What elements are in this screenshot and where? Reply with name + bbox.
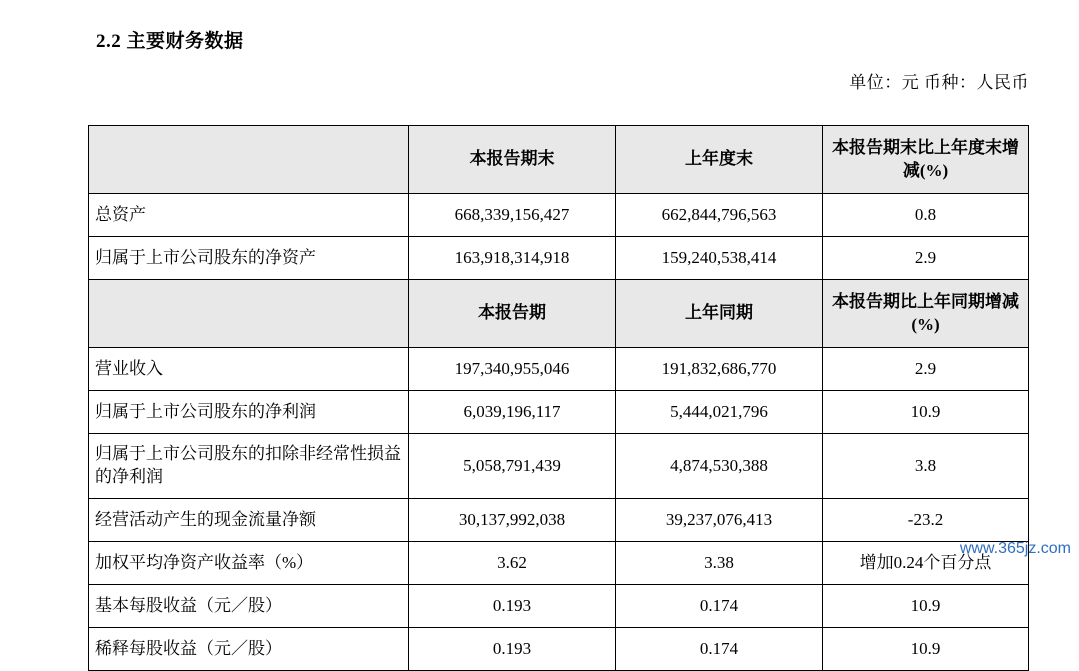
cell-value: 5,444,021,796	[616, 391, 823, 434]
row-label-basic-eps: 基本每股收益（元／股）	[89, 585, 409, 628]
row-label-net-profit: 归属于上市公司股东的净利润	[89, 391, 409, 434]
table-header-row-period-end	[89, 126, 1029, 194]
cell-value: 0.193	[409, 628, 616, 671]
row-label-operating-cash-flow: 经营活动产生的现金流量净额	[89, 499, 409, 542]
table-row	[89, 499, 1029, 542]
header-period-end-change: 本报告期末比上年度末增减(%)	[823, 126, 1029, 194]
cell-value: 0.174	[616, 585, 823, 628]
cell-value: 10.9	[823, 585, 1029, 628]
table-row	[89, 434, 1029, 499]
financial-data-table	[88, 125, 1029, 671]
cell-value: 0.8	[823, 194, 1029, 237]
row-label-revenue: 营业收入	[89, 348, 409, 391]
cell-value: 0.174	[616, 628, 823, 671]
table-row	[89, 391, 1029, 434]
cell-value: 662,844,796,563	[616, 194, 823, 237]
table-row	[89, 194, 1029, 237]
header-current-period: 本报告期	[409, 280, 616, 348]
header-blank-cell	[89, 280, 409, 348]
cell-value: 191,832,686,770	[616, 348, 823, 391]
cell-value: 10.9	[823, 628, 1029, 671]
cell-value: 增加0.24个百分点	[823, 542, 1029, 585]
cell-value: 3.8	[823, 434, 1029, 499]
row-label-net-profit-excluding-nonrecurring: 归属于上市公司股东的扣除非经常性损益的净利润	[89, 434, 409, 499]
cell-value: 39,237,076,413	[616, 499, 823, 542]
row-label-diluted-eps: 稀释每股收益（元／股）	[89, 628, 409, 671]
cell-value: 2.9	[823, 237, 1029, 280]
cell-value: 0.193	[409, 585, 616, 628]
cell-value: -23.2	[823, 499, 1029, 542]
table-row	[89, 237, 1029, 280]
row-label-net-assets: 归属于上市公司股东的净资产	[89, 237, 409, 280]
header-current-period-end: 本报告期末	[409, 126, 616, 194]
cell-value: 10.9	[823, 391, 1029, 434]
cell-value: 3.38	[616, 542, 823, 585]
cell-value: 5,058,791,439	[409, 434, 616, 499]
cell-value: 6,039,196,117	[409, 391, 616, 434]
table-row	[89, 542, 1029, 585]
unit-currency-note: 单位：元 币种：人民币	[849, 73, 1029, 92]
cell-value: 159,240,538,414	[616, 237, 823, 280]
cell-value: 163,918,314,918	[409, 237, 616, 280]
table-row	[89, 585, 1029, 628]
cell-value: 2.9	[823, 348, 1029, 391]
cell-value: 30,137,992,038	[409, 499, 616, 542]
table-header-row-period	[89, 280, 1029, 348]
header-prior-year-end: 上年度末	[616, 126, 823, 194]
header-prior-year-period: 上年同期	[616, 280, 823, 348]
cell-value: 3.62	[409, 542, 616, 585]
table-row	[89, 348, 1029, 391]
table-row	[89, 628, 1029, 671]
header-period-change: 本报告期比上年同期增减(%)	[823, 280, 1029, 348]
watermark-text: www.365jz.com	[959, 540, 1071, 557]
header-blank-cell	[89, 126, 409, 194]
cell-value: 197,340,955,046	[409, 348, 616, 391]
row-label-total-assets: 总资产	[89, 194, 409, 237]
row-label-weighted-roe: 加权平均净资产收益率（%）	[89, 542, 409, 585]
cell-value: 4,874,530,388	[616, 434, 823, 499]
page-title: 2.2 主要财务数据	[96, 31, 244, 52]
cell-value: 668,339,156,427	[409, 194, 616, 237]
